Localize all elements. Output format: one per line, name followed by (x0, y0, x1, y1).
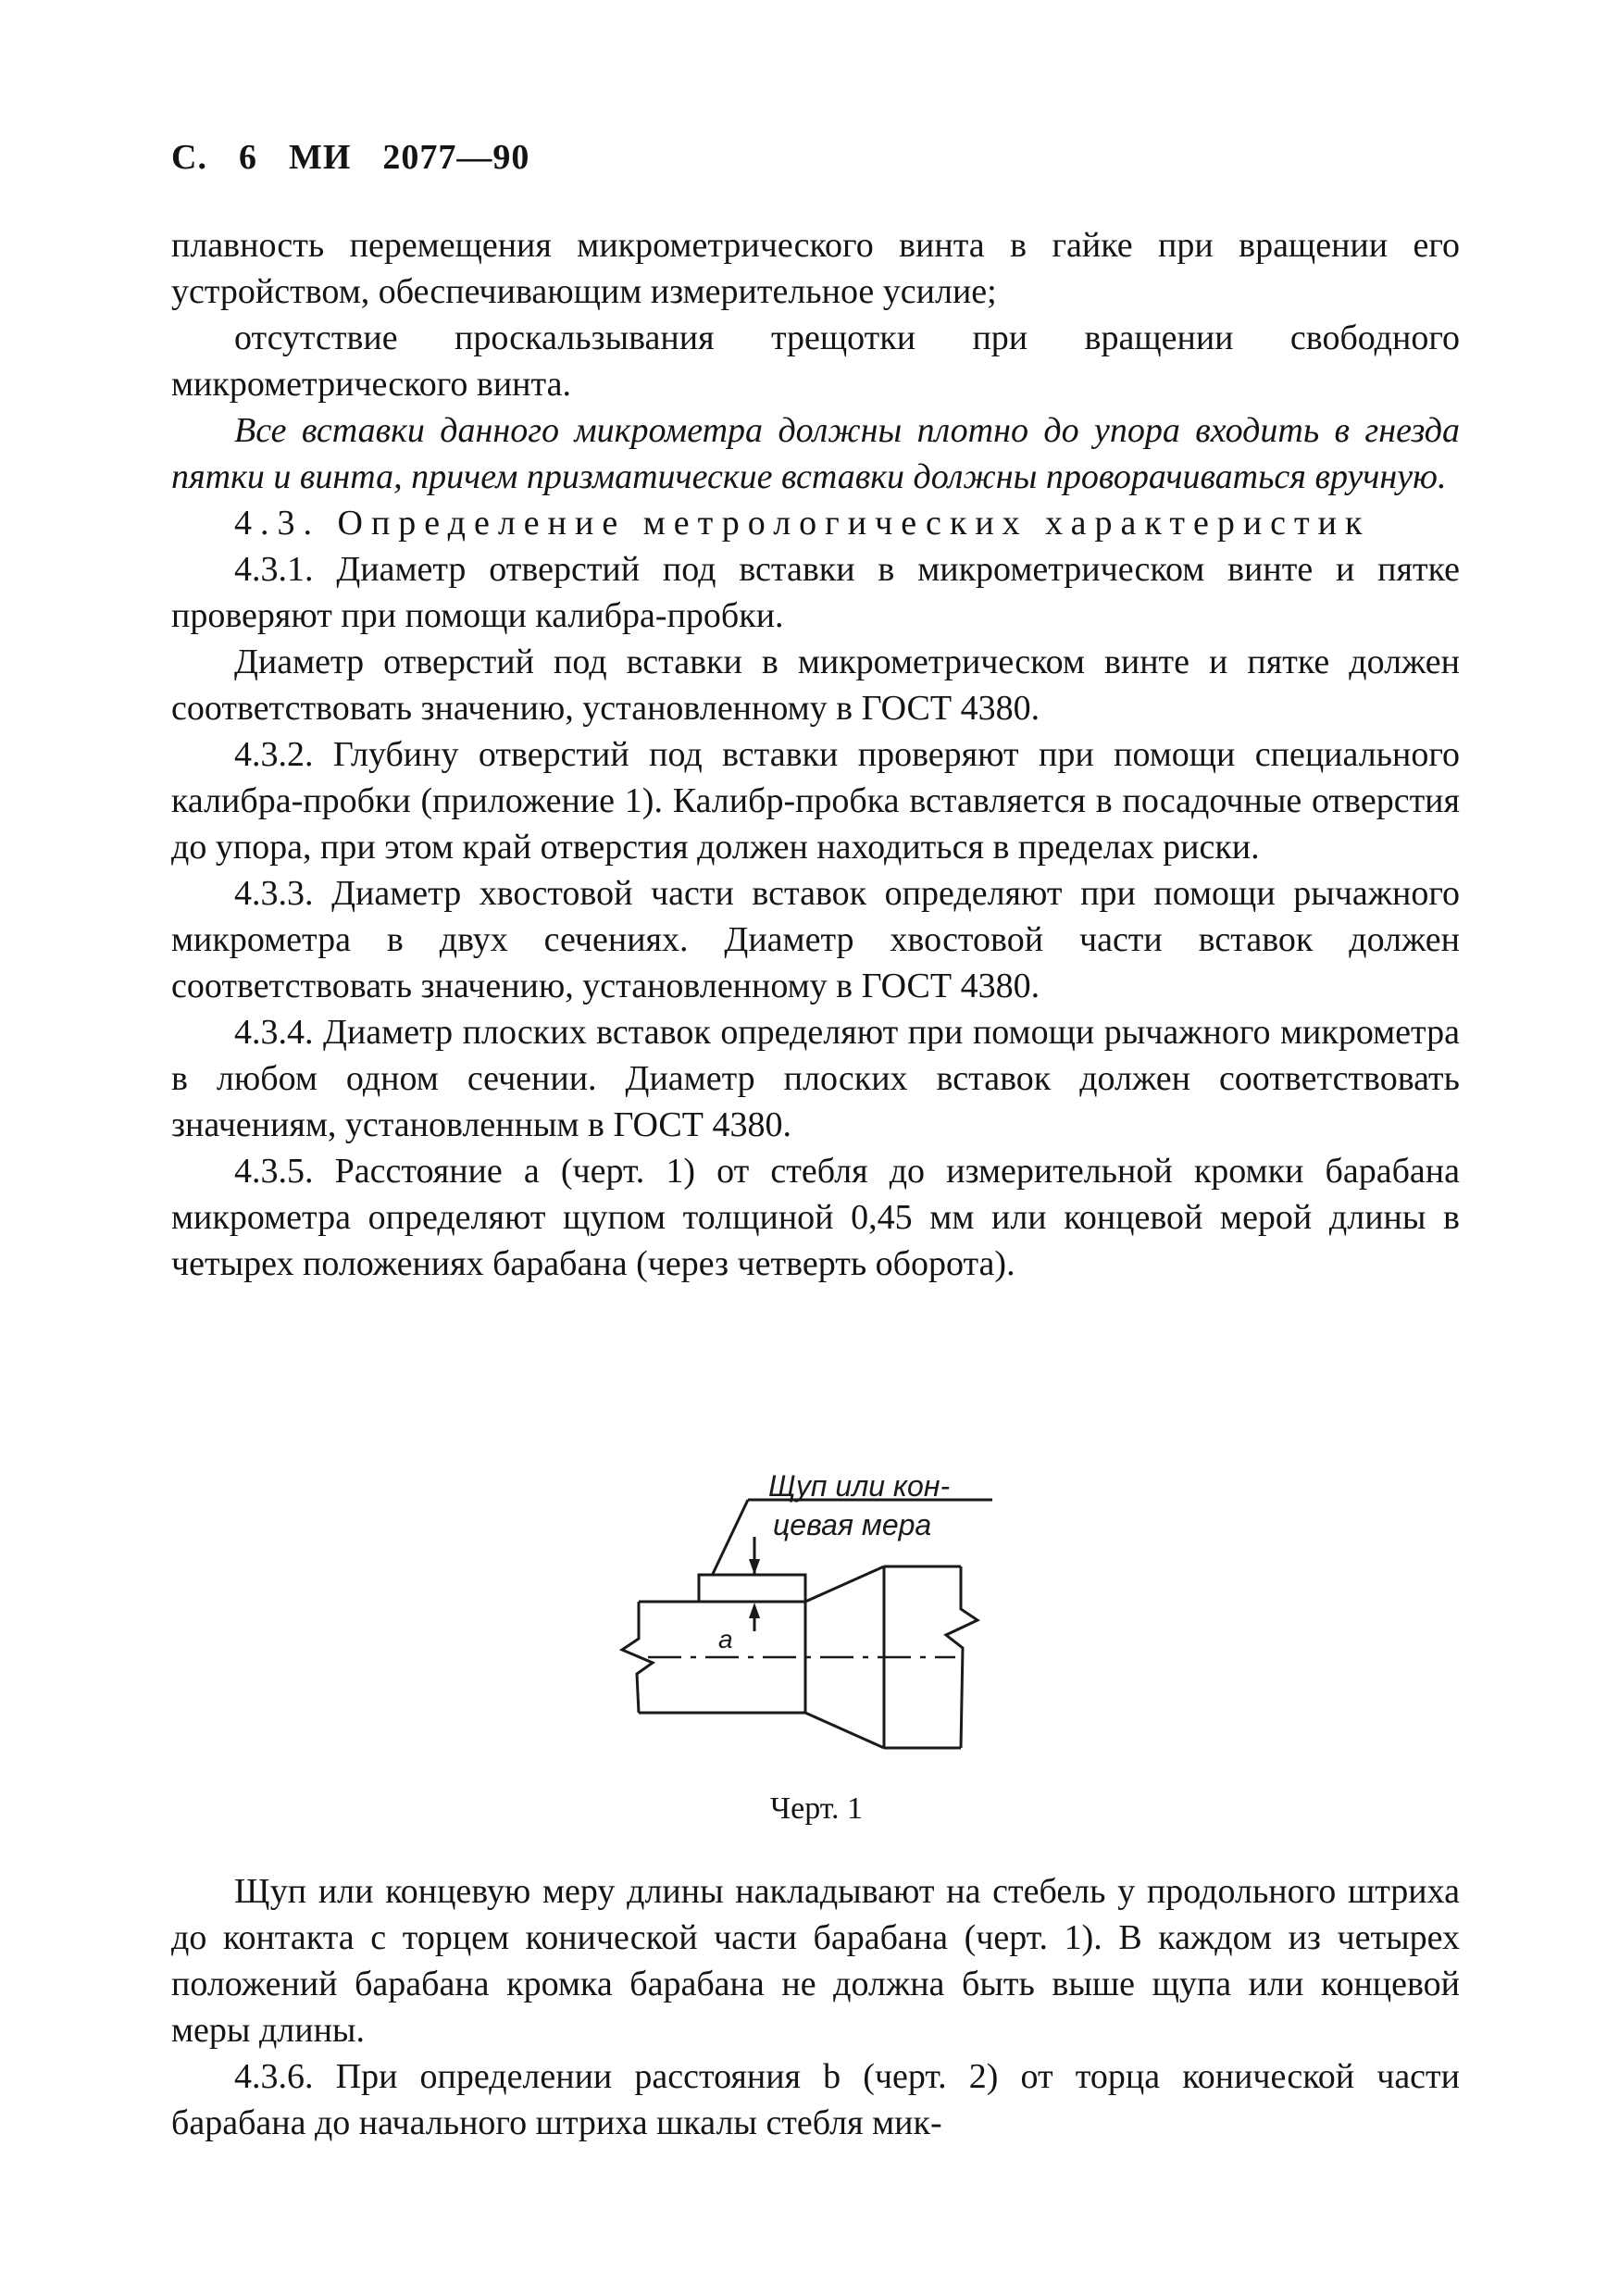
text-block-bottom (171, 1868, 1460, 2146)
paragraph: 4.3.4. Диаметр плоских вставок определяют при помощи рычажного микрометра в любом одном сечении. Диаметр плоских вставок должен соответствовать значениям, установленным в ГОСТ 4380. (171, 1013, 1460, 1144)
paragraph: Все вставки данного микрометра должны плотно до упора входить в гнезда пятки и винта, причем призматические вставки должны проворачиваться вручную. (171, 411, 1460, 496)
dimension-label: a (718, 1625, 733, 1653)
standard-number: 2077—90 (382, 138, 530, 177)
page-prefix: С. (171, 138, 207, 177)
page-number: 6 (238, 138, 257, 177)
standard-code: МИ (288, 138, 352, 177)
paragraph: отсутствие проскальзывания трещотки при вращении свободного микрометрического винта. (171, 318, 1460, 404)
figure-label-line1: Щуп или кон- (768, 1469, 951, 1503)
paragraph: Щуп или концевую меру длины накладывают на стебель у продольного штриха до контакта с торцем конической части барабана (черт. 1). В каждом из четырех положений барабана кромка барабана не должна быть выше щупа или концевой меры длины. (171, 1872, 1460, 2050)
paragraph: 4.3.5. Расстояние a (черт. 1) от стебля до измерительной кромки барабана микрометра определяют щупом толщиной 0,45 мм или концевой мерой длины в четырех положениях барабана (через четверть оборота). (171, 1152, 1460, 1283)
paragraph: Диаметр отверстий под вставки в микрометрическом винте и пятке должен соответствовать значению, установленному в ГОСТ 4380. (171, 643, 1460, 728)
figure-caption: Черт. 1 (770, 1791, 864, 1826)
paragraph: плавность перемещения микрометрического винта в гайке при вращении его устройством, обеспечивающим измерительное усилие; (171, 226, 1460, 311)
paragraph: 4.3.2. Глубину отверстий под вставки проверяют при помощи специального калибра-пробки (приложение 1). Калибр-пробка вставляется в посадочные отверстия до упора, при этом край отверстия должен находиться в пределах риски. (171, 735, 1460, 867)
figure-label-line2: цевая мера (773, 1508, 932, 1541)
paragraph: 4.3.6. При определении расстояния b (черт. 2) от торца конической части барабана до начального штриха шкалы стебля мик- (171, 2057, 1460, 2142)
paragraph: 4.3.3. Диаметр хвостовой части вставок определяют при помощи рычажного микрометра в двух сечениях. Диаметр хвостовой части вставок должен соответствовать значению, установленному в ГОСТ 4380. (171, 874, 1460, 1005)
section-heading: 4.3. Определение метрологических характеристик (234, 504, 1371, 543)
paragraph: 4.3.1. Диаметр отверстий под вставки в микрометрическом винте и пятке проверяют при помощи калибра-пробки. (171, 550, 1460, 635)
